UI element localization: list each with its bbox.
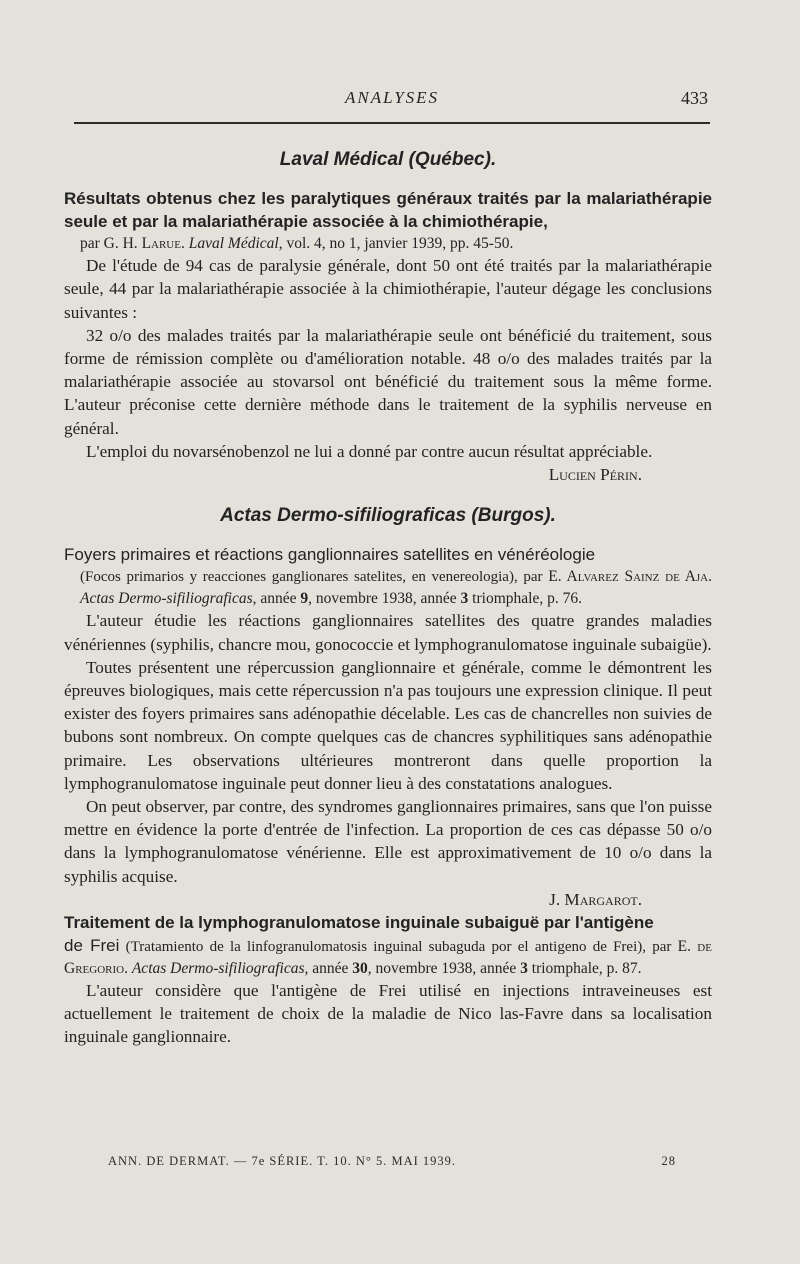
article-reference-1	[64, 233, 712, 254]
page-footer	[108, 1154, 676, 1169]
ref-tail: triomphale, p. 87.	[527, 960, 642, 978]
running-title: ANALYSES	[344, 88, 440, 107]
ref-prefix: par G. H.	[80, 235, 142, 253]
sheet-number: 28	[661, 1154, 676, 1168]
signature-margarot: J. Margarot.	[549, 889, 642, 909]
signature-perin: Lucien Périn.	[548, 465, 642, 485]
ref-year-number: 30	[352, 960, 368, 978]
journal-heading-laval: Laval Médical (Québec).	[279, 149, 497, 170]
body-paragraph: On peut observer, par contre, des syndromes ganglionnaires primaires, sans que l'on puisse mettre en évidence la porte d'entrée de l'infection. La proportion de ces cas dépasse 50 o/o dans la lymphogranulomatose vénérienne. Elle est approximativement de 10 o/o dans la syphilis acquise.	[64, 797, 712, 886]
body-paragraph: L'emploi du novarsénobenzol ne lui a donné par contre aucun résultat appréciable.	[86, 441, 653, 461]
page-header	[76, 88, 708, 112]
translated-title: (Focos primarios y reacciones ganglionares satelites, en venereologia), par	[80, 569, 543, 586]
page-number: 433	[681, 88, 708, 108]
body-paragraph: Toutes présentent une répercussion ganglionnaire et générale, comme le démontrent les épreuves biologiques, mais cette répercussion n'a pas toujours une expression clinique. Il peut exister des foyers primaires sans adénopathie décelable. Les cas de chancrelles non suivies de bubons sont nombreux. On compte quelques cas de chancres syphilitiques sans adénopathie primaire. Les observations ultérieures montreront dans quelle proportion la lymphogranulomatose inguinale peut donner lieu à des constatations analogues.	[64, 657, 712, 793]
article-title-3	[64, 911, 712, 934]
ref-author: E. Alvarez Sainz de Aja	[548, 568, 709, 586]
ref-journal: Actas Dermo-sifiliograficas	[131, 960, 305, 978]
journal-heading-actas: Actas Dermo-sifiliograficas (Burgos).	[220, 505, 556, 527]
ref-sep: .	[708, 568, 712, 586]
article-title-1: Résultats obtenus chez les paralytiques généraux traités par la malariathérapie seule et par la malariathérapie associée à la chimiothérapie,	[64, 189, 712, 232]
ref-author: E. de Gregorio	[64, 938, 712, 978]
ref-date: , novembre 1938, année	[308, 590, 461, 608]
title-continuation: de Frei	[64, 936, 120, 956]
ref-suffix: , vol. 4, no 1, janvier 1939, pp. 45-50.	[278, 235, 514, 253]
body-paragraph: De l'étude de 94 cas de paralysie générale, dont 50 ont été traités par la malariathérapie seule, 44 par la malariathérapie associée à la chimiothérapie, l'auteur dégage les conclusions suivantes :	[64, 256, 712, 322]
title-text: Traitement de la lymphogranulomatose inguinale subaiguë par l'antigène	[64, 913, 654, 933]
ref-sep: .	[180, 235, 189, 253]
ref-date: , novembre 1938, année	[367, 960, 521, 978]
ref-journal: Laval Médical	[188, 235, 279, 253]
article-reference-3	[64, 934, 712, 979]
body-paragraph: L'auteur étudie les réactions ganglionnaires satellites des quatre grandes maladies vénériennes (syphilis, chancre mou, gonococcie et lymphogranulomatose inguinale subaigüe).	[64, 611, 712, 654]
page-content	[64, 148, 712, 1049]
ref-mid: , année	[252, 590, 301, 608]
ref-number: 3	[520, 960, 528, 978]
ref-year-number: 9	[300, 590, 309, 608]
header-rule	[74, 122, 710, 124]
translated-title: (Tratamiento de la linfogranulomatosis inguinal subaguda por el antigeno de Frei), par	[119, 939, 678, 956]
article-title-2: Foyers primaires et réactions ganglionnaires satellites en vénéréologie	[64, 545, 596, 565]
ref-tail: triomphale, p. 76.	[468, 590, 582, 608]
footer-citation: ANN. DE DERMAT. — 7e SÉRIE. T. 10. N° 5. MAI 1939.	[108, 1154, 457, 1168]
ref-number: 3	[460, 590, 469, 608]
ref-journal: Actas Dermo-sifiliograficas	[80, 590, 253, 608]
ref-sep: .	[124, 960, 132, 978]
body-paragraph: 32 o/o des malades traités par la malariathérapie seule ont bénéficié du traitement, sous forme de rémission complète ou d'amélioration notable. 48 o/o des malades traités par la malariathérapie associée au stovarsol ont bénéficié du traitement sous la même forme. L'auteur préconise cette dernière méthode dans le traitement de la syphilis nerveuse en général.	[64, 325, 712, 438]
body-paragraph: L'auteur considère que l'antigène de Frei utilisé en injections intraveineuses est actuellement le traitement de choix de la maladie de Nico las-Favre dans sa localisation inguinale ganglionnaire.	[64, 981, 712, 1047]
article-reference-2	[64, 566, 712, 609]
ref-author: Larue	[141, 235, 181, 253]
ref-mid: , année	[304, 960, 353, 978]
